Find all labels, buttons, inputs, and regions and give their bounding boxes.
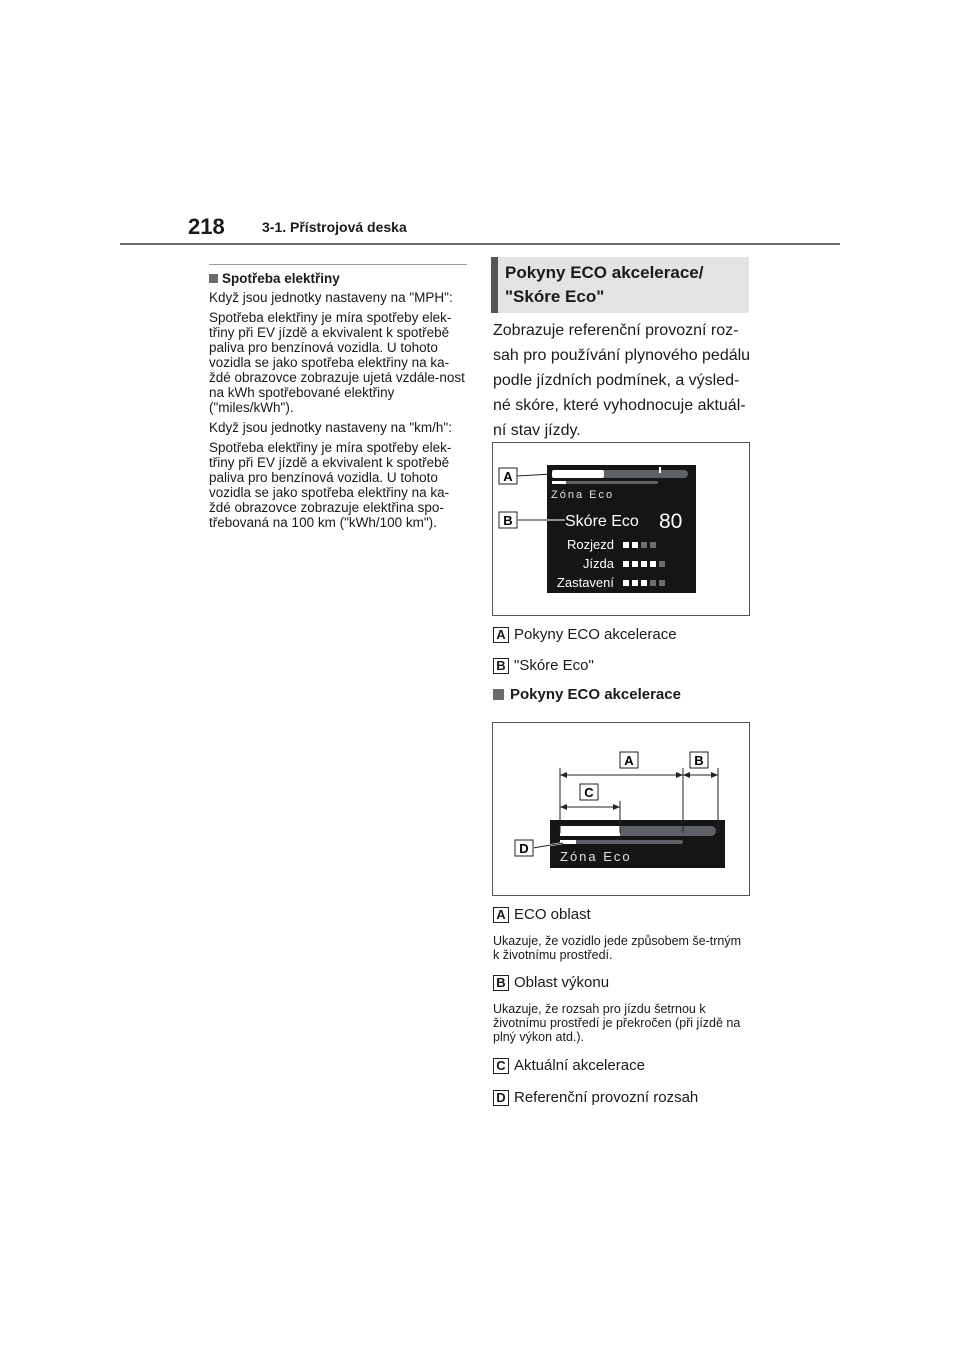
reference-range-bar xyxy=(560,840,683,844)
callout-a-text: A xyxy=(624,753,634,768)
heading-accent-bar xyxy=(491,257,498,313)
legend-note: Ukazuje, že vozidlo jede způsobem še-trným k životnímu prostředí. xyxy=(493,934,742,962)
paragraph: Spotřeba elektřiny je míra spotřeby elek-třiny při EV jízdě a ekvivalent k spotřebě paliva pro benzínová vozidla. U tohoto vozidla se jako spotřeba elektřiny na ka-ždé obrazovce zobrazuje ujetá vzdále-nost na kWh spotřebované elektřiny ("miles/kWh"). xyxy=(209,310,465,415)
score-dot xyxy=(632,542,638,548)
score-dot xyxy=(659,580,665,586)
section-heading: Pokyny ECO akcelerace/ "Skóre Eco" xyxy=(505,263,704,306)
section-heading-box xyxy=(491,257,749,313)
eco-display-illustration xyxy=(493,443,749,615)
subheading-eco-guide xyxy=(493,686,681,703)
score-value: 80 xyxy=(659,510,683,533)
eco-bar-marker xyxy=(659,467,661,473)
badge-a: A xyxy=(493,627,509,643)
score-dot xyxy=(659,561,665,567)
score-dot xyxy=(641,580,647,586)
arrowhead xyxy=(683,772,690,778)
row-label-stop: Zastavení xyxy=(556,575,614,590)
paragraph: Když jsou jednotky nastaveny na "km/h": xyxy=(209,420,452,435)
legend-text: ECO oblast xyxy=(514,906,591,923)
score-dot xyxy=(650,561,656,567)
badge-d: D xyxy=(493,1090,509,1106)
subheading-text: Spotřeba elektřiny xyxy=(222,271,340,286)
score-dot xyxy=(650,580,656,586)
legend-item-c xyxy=(493,1057,645,1074)
row-label-drive: Jízda xyxy=(582,556,614,571)
score-dot xyxy=(632,580,638,586)
legend-text: Oblast výkonu xyxy=(514,974,610,991)
paragraph: Spotřeba elektřiny je míra spotřeby elek-třiny při EV jízdě a ekvivalent k spotřebě paliva pro benzínová vozidla. U tohoto vozidla se jako spotřeba elektřiny na ka-ždé obrazovce zobrazuje elektřina spo-třebovaná na 100 km ("kWh/100 km"). xyxy=(209,440,452,530)
left-column xyxy=(209,264,467,535)
legend-text: Pokyny ECO akcelerace xyxy=(514,626,677,643)
square-bullet-icon xyxy=(493,689,504,700)
callout-a-text: A xyxy=(503,469,513,484)
score-dot xyxy=(632,561,638,567)
arrowhead xyxy=(613,804,620,810)
score-dot xyxy=(623,561,629,567)
intro-text: Zobrazuje referenční provozní roz-sah pro používání plynového pedálu podle jízdních podmínek, a výsled-né skóre, které vyhodnocuje aktuál-ní stav jízdy. xyxy=(493,322,751,439)
section-title: 3-1. Přístrojová deska xyxy=(262,219,407,235)
score-dot xyxy=(623,580,629,586)
legend-item-b xyxy=(493,657,594,674)
page-number: 218 xyxy=(188,214,225,239)
score-dot xyxy=(641,561,647,567)
row-label-start: Rozjezd xyxy=(567,537,614,552)
subheading-text: Pokyny ECO akcelerace xyxy=(510,686,681,703)
callout-c-text: C xyxy=(584,785,594,800)
legend-text: Referenční provozní rozsah xyxy=(514,1089,699,1106)
legend-note: Ukazuje, že rozsah pro jízdu šetrnou k životnímu prostředí je překročen (při jízdě na plný výkon atd.). xyxy=(493,1002,741,1044)
score-dot xyxy=(650,542,656,548)
callout-b-text: B xyxy=(503,513,513,528)
score-label: Skóre Eco xyxy=(565,513,639,530)
figure-eco-guide xyxy=(492,722,750,896)
zone-text: Zóna Eco xyxy=(551,489,615,501)
column-divider xyxy=(209,264,467,265)
subheading-electricity xyxy=(209,271,467,286)
callout-b-text: B xyxy=(694,753,704,768)
reference-range-fill xyxy=(552,481,566,484)
legend-item-a xyxy=(493,626,677,643)
arrowhead xyxy=(560,804,567,810)
arrowhead xyxy=(711,772,718,778)
eco-guide-illustration xyxy=(493,723,749,895)
zone-text: Zóna Eco xyxy=(560,849,632,864)
badge-b: B xyxy=(493,658,509,674)
eco-bar-fill xyxy=(552,470,604,478)
score-dot xyxy=(623,542,629,548)
badge-c: C xyxy=(493,1058,509,1074)
reference-range-bar xyxy=(552,481,658,484)
legend-text: Aktuální akcelerace xyxy=(514,1057,645,1074)
header-divider xyxy=(120,243,840,245)
paragraph: Když jsou jednotky nastaveny na "MPH": xyxy=(209,290,453,305)
callout-d-text: D xyxy=(519,841,529,856)
legend-text: "Skóre Eco" xyxy=(514,657,594,674)
square-bullet-icon xyxy=(209,274,218,283)
arrowhead xyxy=(560,772,567,778)
legend-item-b xyxy=(493,974,609,991)
badge-a: A xyxy=(493,907,509,923)
eco-bar-fill xyxy=(560,826,620,836)
legend-item-a xyxy=(493,906,591,923)
arrowhead xyxy=(676,772,683,778)
score-dot xyxy=(641,542,647,548)
legend-item-d xyxy=(493,1089,698,1106)
callout-a-line xyxy=(517,474,552,476)
badge-b: B xyxy=(493,975,509,991)
figure-eco-display xyxy=(492,442,750,616)
